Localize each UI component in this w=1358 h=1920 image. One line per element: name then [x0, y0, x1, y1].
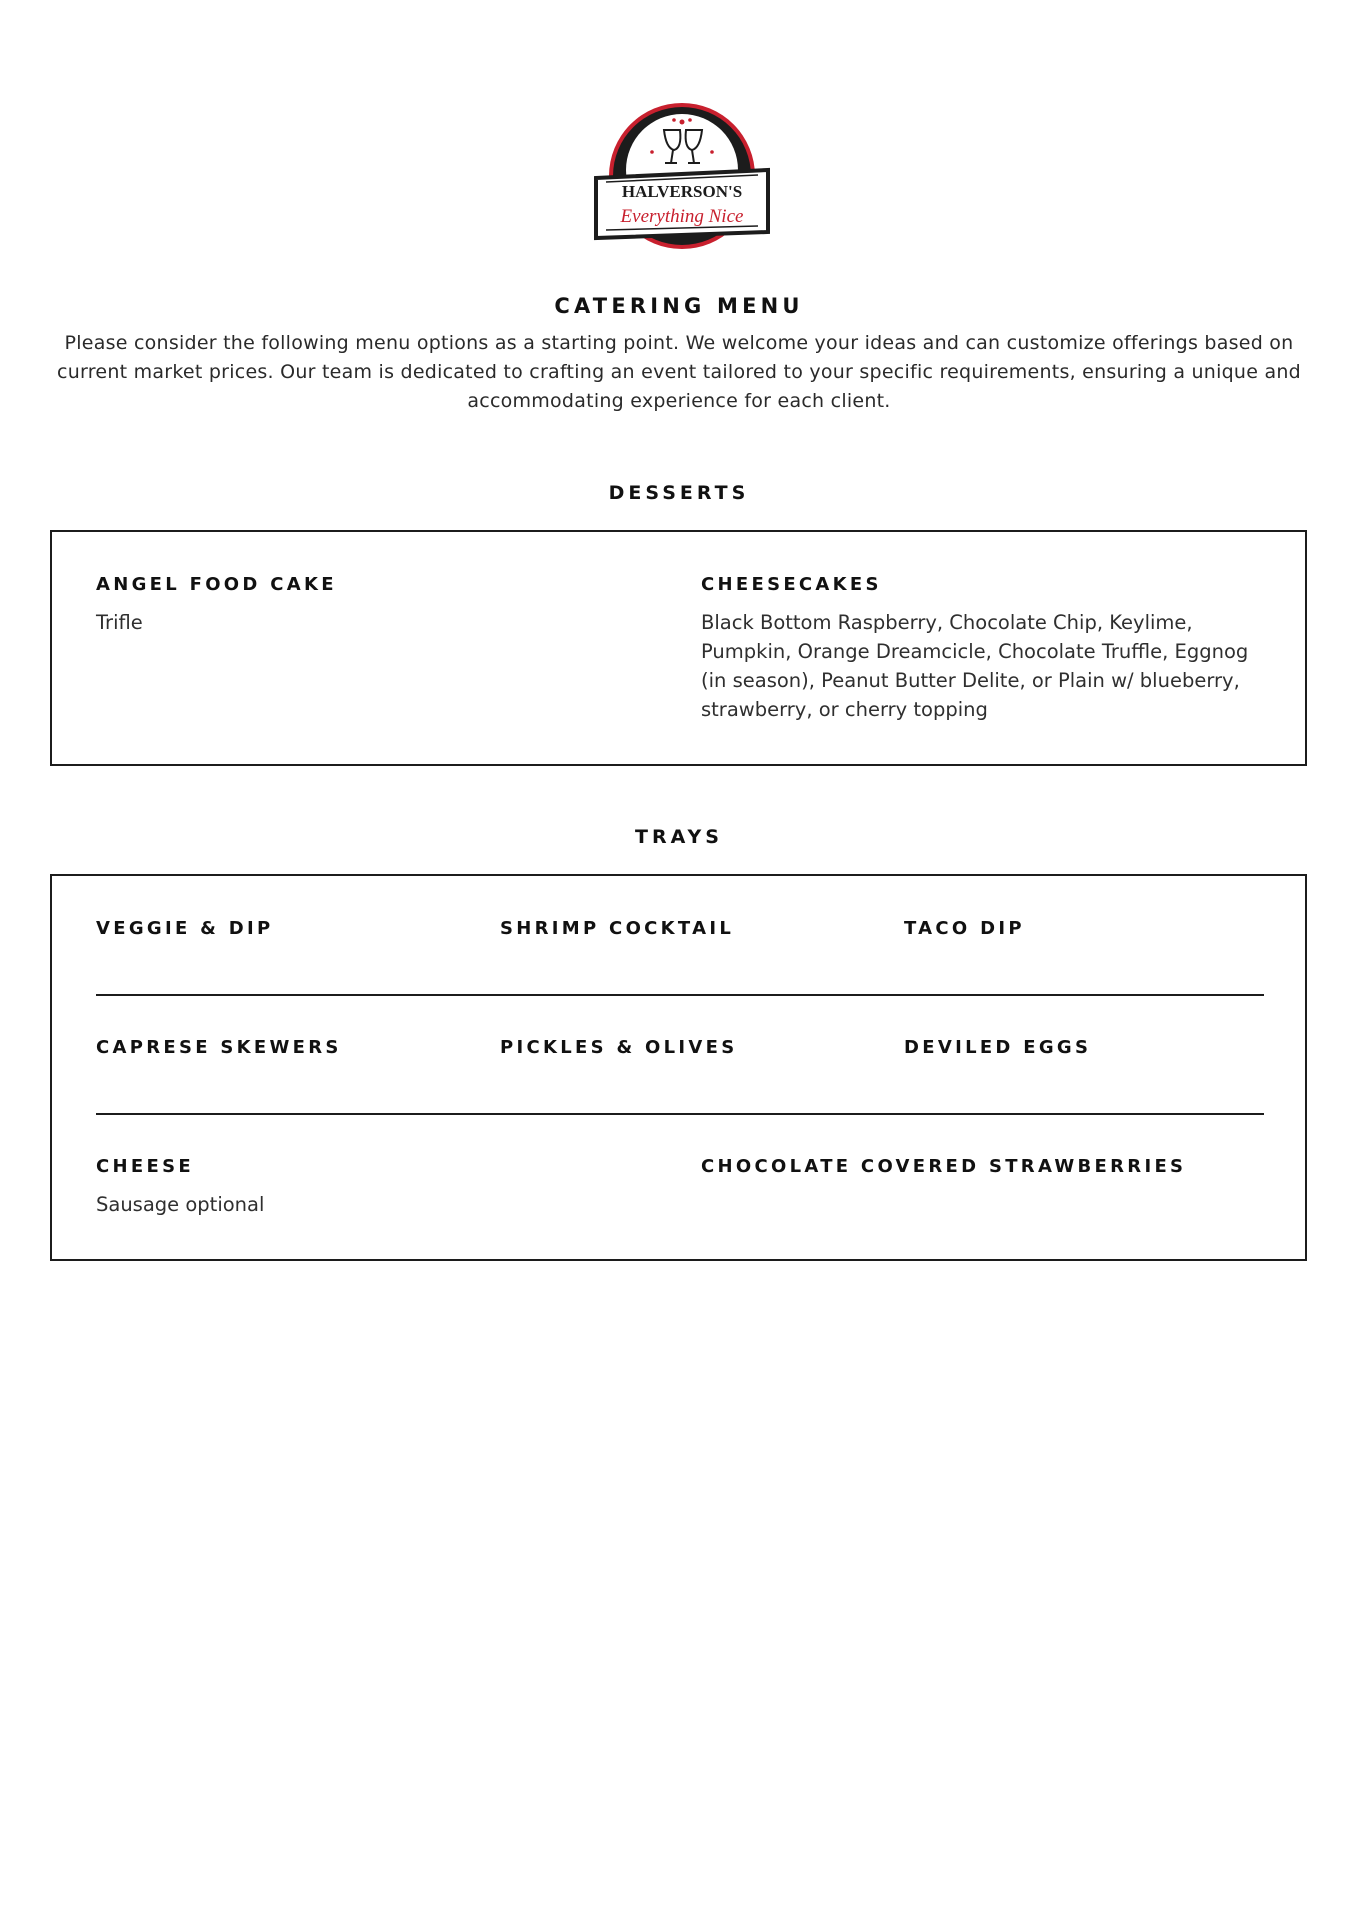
tray-item-deviled-eggs: DEVILED EGGS — [904, 1037, 1092, 1058]
tray-item-cheese-description: Sausage optional — [96, 1193, 265, 1216]
logo-brand-script: Everything Nice — [620, 206, 744, 227]
page-title: CATERING MENU — [554, 294, 804, 318]
tray-item-chocolate-covered-strawberries: CHOCOLATE COVERED STRAWBERRIES — [701, 1156, 1187, 1177]
dessert-item-name: ANGEL FOOD CAKE — [96, 574, 337, 595]
dessert-item-description: Black Bottom Raspberry, Chocolate Chip, Keylime, Pumpkin, Orange Dreamcicle, Chocolate Truffle, Eggnog (in season), Peanut Butter Delite, or Plain w/ blueberry, strawberry, or cherry topping — [701, 611, 1249, 721]
tray-item-veggie-dip: VEGGIE & DIP — [96, 918, 274, 939]
halversons-logo — [594, 100, 770, 252]
logo-banner — [596, 170, 768, 238]
tray-item-taco-dip: TACO DIP — [904, 918, 1025, 939]
tray-item-pickles-olives: PICKLES & OLIVES — [500, 1037, 738, 1058]
row-divider — [96, 994, 1264, 996]
intro-paragraph: Please consider the following menu options as a starting point. We welcome your ideas and can customize offerings based on current market prices. Our team is dedicated to crafting an event tailored to your specific requirements, ensuring a unique and accommodating experience for each client. — [57, 332, 1301, 412]
trays-box — [50, 874, 1307, 1261]
row-divider — [96, 1113, 1264, 1115]
dessert-item-description: Trifle — [96, 611, 143, 634]
tray-item-caprese-skewers: CAPRESE SKEWERS — [96, 1037, 342, 1058]
tray-item-cheese: CHEESE — [96, 1156, 194, 1177]
tray-item-shrimp-cocktail: SHRIMP COCKTAIL — [500, 918, 735, 939]
section-title-trays: TRAYS — [635, 826, 723, 848]
logo-brand-name: HALVERSON'S — [621, 182, 743, 201]
section-title-desserts: DESSERTS — [608, 482, 750, 504]
dessert-item-name: CHEESECAKES — [701, 574, 882, 595]
desserts-box — [50, 530, 1307, 766]
